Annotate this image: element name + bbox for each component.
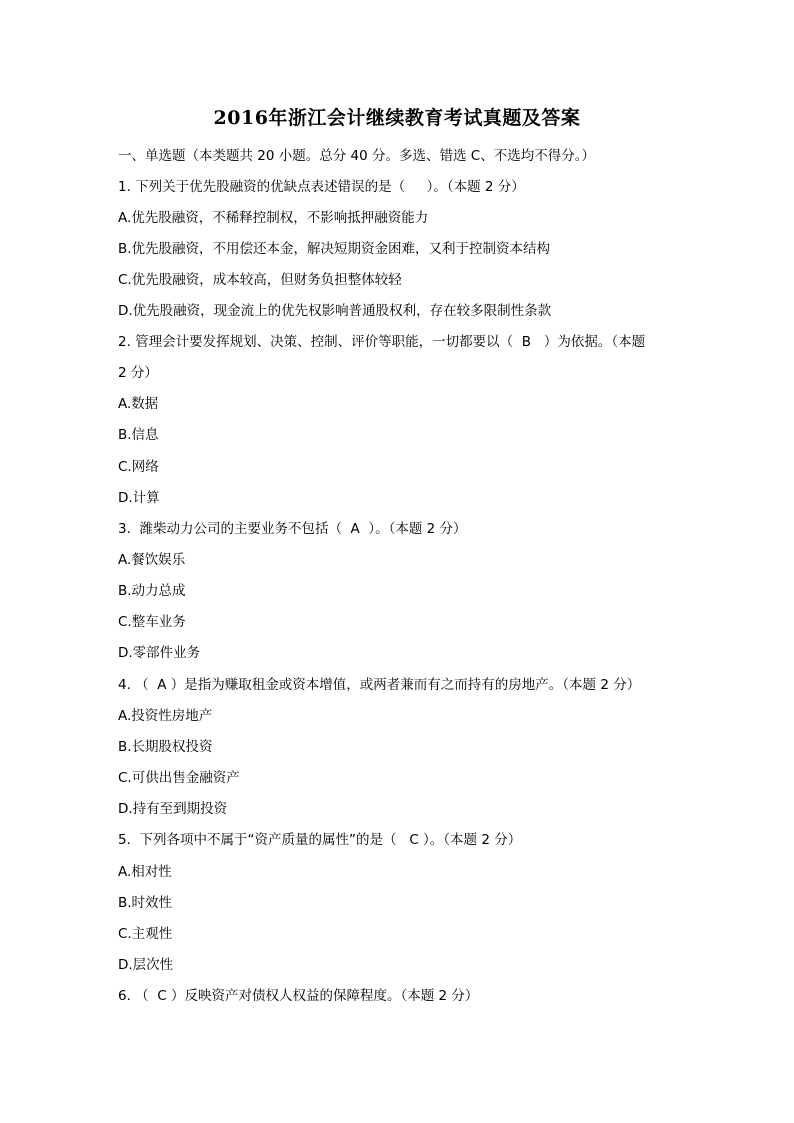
document-title: 2016年浙江会计继续教育考试真题及答案 [213, 107, 581, 129]
option-text: C.主观性 [118, 926, 173, 942]
option-text: D.层次性 [118, 957, 174, 973]
option-text: D.零部件业务 [118, 645, 201, 661]
option-text: A.相对性 [118, 864, 172, 880]
question-5: 5. 下列各项中不属于“资产质量的属性”的是（ C ）。（本题 2 分） [118, 832, 522, 848]
option-text: D.优先股融资，现金流上的优先权影响普通股权利，存在较多限制性条款 [118, 303, 552, 319]
option-text: A.投资性房地产 [118, 708, 213, 724]
option-text: B.时效性 [118, 895, 173, 911]
option-text: C.网络 [118, 459, 159, 475]
question-2: 2. 管理会计要发挥规划、决策、控制、评价等职能，一切都要以（ B ）为依据。（本题 [118, 334, 646, 350]
option-text: B.长期股权投资 [118, 739, 213, 755]
option-text: A.优先股融资，不稀释控制权，不影响抵押融资能力 [118, 210, 429, 226]
option-text: D.计算 [118, 490, 160, 506]
question-2-continued: 2 分） [118, 365, 158, 381]
question-6: 6. （ C ）反映资产对债权人权益的保障程度。（本题 2 分） [118, 988, 479, 1004]
option-text: C.优先股融资，成本较高，但财务负担整体较轻 [118, 272, 402, 288]
option-text: A.数据 [118, 396, 159, 412]
option-text: A.餐饮娱乐 [118, 552, 186, 568]
option-text: B.信息 [118, 427, 159, 443]
question-3: 3. 潍柴动力公司的主要业务不包括（ A ）。（本题 2 分） [118, 521, 467, 537]
option-text: D.持有至到期投资 [118, 801, 228, 817]
question-1: 1. 下列关于优先股融资的优缺点表述错误的是（ ）。（本题 2 分） [118, 179, 525, 195]
option-text: C.整车业务 [118, 614, 186, 630]
option-text: B.优先股融资，不用偿还本金，解决短期资金困难，又利于控制资本结构 [118, 241, 551, 257]
option-text: B.动力总成 [118, 583, 186, 599]
question-4: 4. （ A ）是指为赚取租金或资本增值，或两者兼而有之而持有的房地产。（本题 2 分） [118, 677, 641, 693]
option-text: C.可供出售金融资产 [118, 770, 240, 786]
section-heading: 一、单选题（本类题共 20 小题。总分 40 分。多选、错选 C、不选均不得分。） [118, 148, 595, 164]
